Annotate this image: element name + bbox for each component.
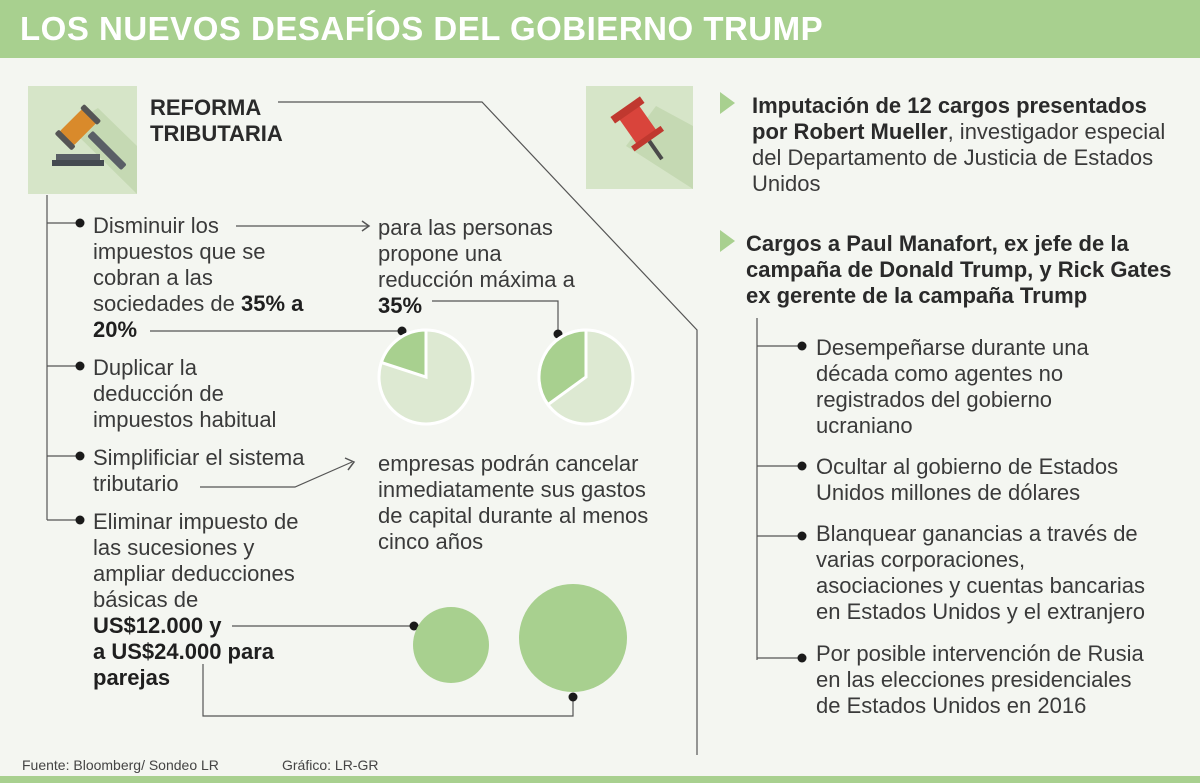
charge-line: década como agentes no — [816, 361, 1064, 386]
list-item-line: Duplicar la — [93, 355, 197, 380]
list-item-4 — [93, 509, 353, 691]
bullet-dot — [76, 452, 85, 461]
list-item-line: deducción de — [93, 381, 224, 406]
circle-12000 — [413, 607, 489, 683]
list-item-2 — [93, 355, 353, 433]
charge-line: asociaciones y cuentas bancarias — [816, 573, 1145, 598]
list-item-bold: 35% a — [241, 291, 304, 316]
pie-chart-20pct — [379, 330, 473, 424]
source-credit: Fuente: Bloomberg/ Sondeo LR — [22, 757, 219, 773]
charge-item-3 — [816, 521, 1186, 625]
charge-line: Ocultar al gobierno de Estados — [816, 454, 1119, 479]
manafort-line: ex gerente de la campaña Trump — [746, 283, 1088, 308]
list-item-1 — [93, 213, 353, 343]
mueller-text: del Departamento de Justicia de Estados — [752, 145, 1154, 170]
footer-strip — [0, 776, 1200, 783]
list-item-line: Eliminar impuesto de — [93, 509, 299, 534]
list-item-line: Disminuir los — [93, 213, 219, 238]
list-item-line: cobran a las — [93, 265, 213, 290]
graphic-credit: Gráfico: LR-GR — [282, 757, 379, 773]
list-item-3 — [93, 445, 353, 497]
list-item-line: Simplificiar el sistema — [93, 445, 305, 470]
charge-line: Por posible intervención de Rusia — [816, 641, 1144, 666]
triangle-marker — [720, 230, 735, 252]
charge-line: en las elecciones presidenciales — [816, 667, 1132, 692]
list-item-bold: 20% — [93, 317, 138, 342]
note-line: inmediatamente sus gastos — [378, 477, 646, 502]
charge-line: Unidos millones de dólares — [816, 480, 1081, 505]
pie-chart-35pct — [539, 330, 633, 424]
charge-line: ucraniano — [816, 413, 913, 438]
reforma-title-line: REFORMA — [150, 95, 262, 120]
list-item-bold: parejas — [93, 665, 171, 690]
bullet-dot — [798, 462, 807, 471]
note-bold: 35% — [378, 293, 423, 318]
note-line: de capital durante al menos — [378, 503, 649, 528]
list-item-bold: US$12.000 y — [93, 613, 222, 638]
bullet-dot — [798, 342, 807, 351]
charge-line: Desempeñarse durante una — [816, 335, 1089, 360]
triangle-marker — [720, 92, 735, 114]
gavel-icon-box — [28, 86, 137, 194]
list-item-line: impuestos que se — [93, 239, 266, 264]
reforma-title — [150, 95, 283, 147]
note-line: empresas podrán cancelar — [378, 451, 639, 476]
note-personas — [378, 215, 678, 319]
bullet-dot — [76, 516, 85, 525]
mueller-item — [752, 93, 1192, 197]
bullet-dot — [798, 532, 807, 541]
mueller-bold-line: por Robert Mueller — [752, 119, 948, 144]
manafort-line: campaña de Donald Trump, y Rick Gates — [746, 257, 1172, 282]
mueller-text: , investigador especial — [947, 119, 1166, 144]
manafort-line: Cargos a Paul Manafort, ex jefe de la — [746, 231, 1129, 256]
bullet-dot — [76, 219, 85, 228]
charge-item-1 — [816, 335, 1186, 439]
list-item-line: las sucesiones y — [93, 535, 255, 560]
manafort-item — [746, 231, 1196, 309]
mueller-bold-line: Imputación de 12 cargos presentados — [752, 93, 1147, 118]
pushpin-icon-box — [586, 86, 693, 189]
list-item-line: básicas de — [93, 587, 199, 612]
charge-item-2 — [816, 454, 1186, 506]
reforma-title-line: TRIBUTARIA — [150, 121, 283, 146]
note-line: reducción máxima a — [378, 267, 575, 292]
list-item-line: impuestos habitual — [93, 407, 277, 432]
pushpin-icon — [586, 86, 693, 189]
circle-24000 — [519, 584, 627, 692]
note-line: propone una — [378, 241, 502, 266]
bullet-dot — [76, 362, 85, 371]
mueller-text: Unidos — [752, 171, 821, 196]
note-line: cinco años — [378, 529, 484, 554]
charge-line: de Estados Unidos en 2016 — [816, 693, 1087, 718]
note-empresas — [378, 451, 688, 555]
charge-line: registrados del gobierno — [816, 387, 1053, 412]
charge-item-4 — [816, 641, 1186, 719]
list-item-text: sociedades de — [93, 291, 241, 316]
charge-line: en Estados Unidos y el extranjero — [816, 599, 1145, 624]
charge-line: varias corporaciones, — [816, 547, 1026, 572]
list-item-bold: a US$24.000 para — [93, 639, 275, 664]
bullet-dot — [798, 654, 807, 663]
note-line: para las personas — [378, 215, 553, 240]
list-item-line: ampliar deducciones — [93, 561, 295, 586]
list-item-line: tributario — [93, 471, 179, 496]
gavel-icon — [28, 86, 137, 194]
charge-line: Blanquear ganancias a través de — [816, 521, 1138, 546]
page-title: LOS NUEVOS DESAFÍOS DEL GOBIERNO TRUMP — [20, 10, 824, 47]
pointer-dot — [569, 693, 578, 702]
list-item-line — [93, 291, 353, 317]
